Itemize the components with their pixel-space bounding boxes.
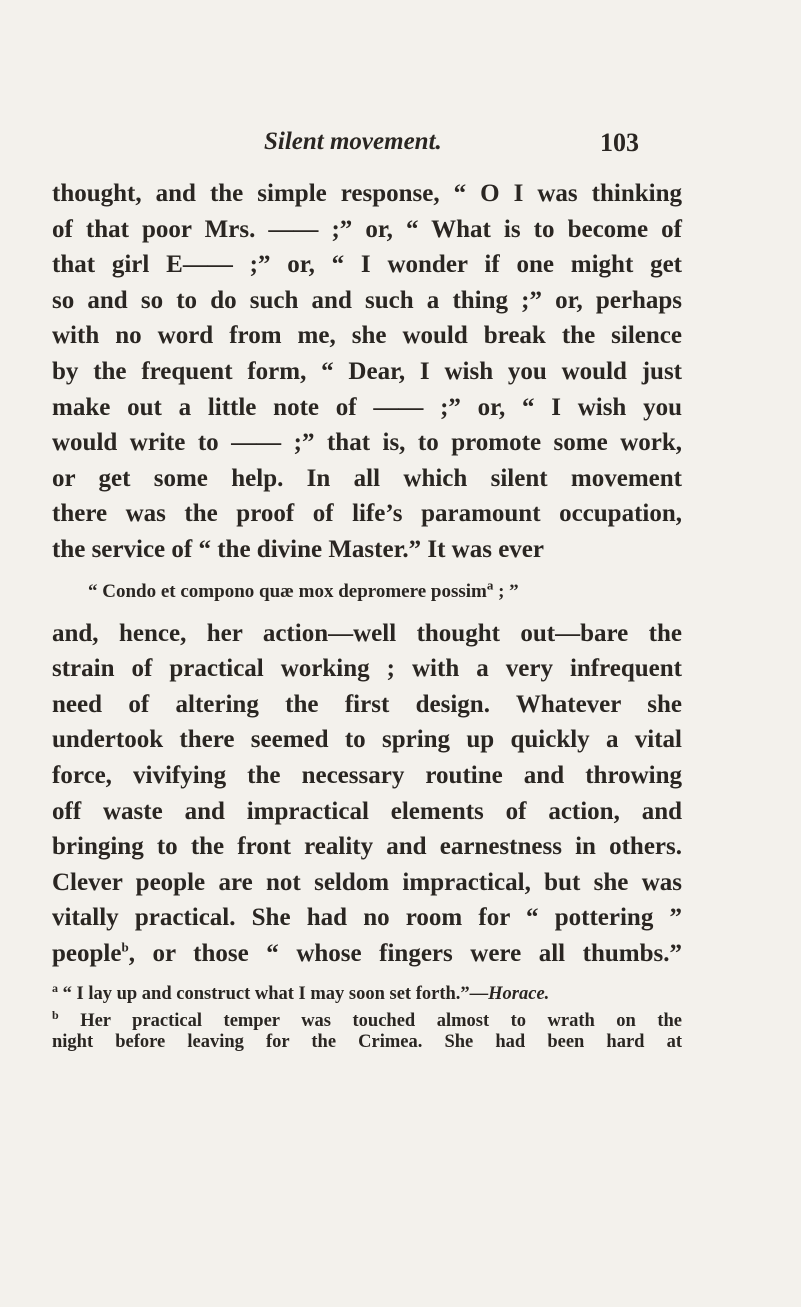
text-line: vitally practical. She had no room for “ pottering ” (52, 904, 682, 932)
text-fragment: people (52, 939, 122, 967)
footnote-marker-b: b (52, 1008, 59, 1023)
text-line: undertook there seemed to spring up quickly a vital (52, 726, 682, 754)
text-line: off waste and impractical elements of action, and (52, 797, 682, 825)
text-line: the service of “ the divine Master.” It was ever (52, 535, 545, 563)
text-line: force, vivifying the necessary routine and throwing (52, 761, 682, 789)
footnote-ref-a: a (486, 577, 494, 593)
page-number: 103 (600, 128, 639, 157)
text-line: with no word from me, she would break the silence (52, 322, 682, 350)
text-line: strain of practical working ; with a very infrequent (52, 655, 682, 683)
footnote-b-continued: night before leaving for the Crimea. She had been hard at (52, 1032, 682, 1053)
text-line: would write to —— ;” that is, to promote some work, (52, 429, 682, 457)
text-line: by the frequent form, “ Dear, I wish you would just (52, 357, 682, 385)
text-fragment: , or those “ whose fingers were all thumbs.” (128, 939, 682, 967)
running-title: Silent movement. (264, 128, 442, 155)
text-line: of that poor Mrs. —— ;” or, “ What is to become of (52, 215, 682, 243)
text-line: thought, and the simple response, “ O I was thinking (52, 180, 682, 207)
body-text (52, 176, 682, 1056)
footnotes (52, 975, 682, 1056)
footnote-a-text: “ I lay up and construct what I may soon set forth.”— (62, 984, 489, 1005)
footnote-a-source: Horace. (488, 984, 550, 1005)
text-line: or get some help. In all which silent movement (52, 464, 682, 492)
footnote-b (52, 1002, 682, 1032)
text-line: that girl E—— ;” or, “ I wonder if one might get (52, 251, 682, 279)
text-line: bringing to the front reality and earnestness in others. (52, 833, 682, 861)
text-line: make out a little note of —— ;” or, “ I wish you (52, 393, 682, 421)
text-line (52, 936, 682, 972)
text-line: Clever people are not seldom impractical, but she was (52, 868, 682, 896)
text-line: and, hence, her action—well thought out—bare the (52, 619, 682, 647)
text-line: there was the proof of life’s paramount occupation, (52, 500, 682, 528)
footnote-marker-a: a (52, 981, 58, 996)
text-line: need of altering the first design. Whatever she (52, 690, 682, 718)
footnote-a (52, 975, 682, 1005)
latin-quote (52, 572, 682, 612)
quote-text: “ Condo et compono quæ mox depromere possim (88, 580, 487, 602)
footnote-ref-b: b (121, 939, 129, 955)
footnote-b-text: Her practical temper was touched almost to wrath on the (80, 1011, 682, 1032)
quote-end: ; ” (493, 580, 519, 602)
page-header (0, 128, 801, 168)
text-line: so and so to do such and such a thing ;” or, perhaps (52, 286, 682, 314)
